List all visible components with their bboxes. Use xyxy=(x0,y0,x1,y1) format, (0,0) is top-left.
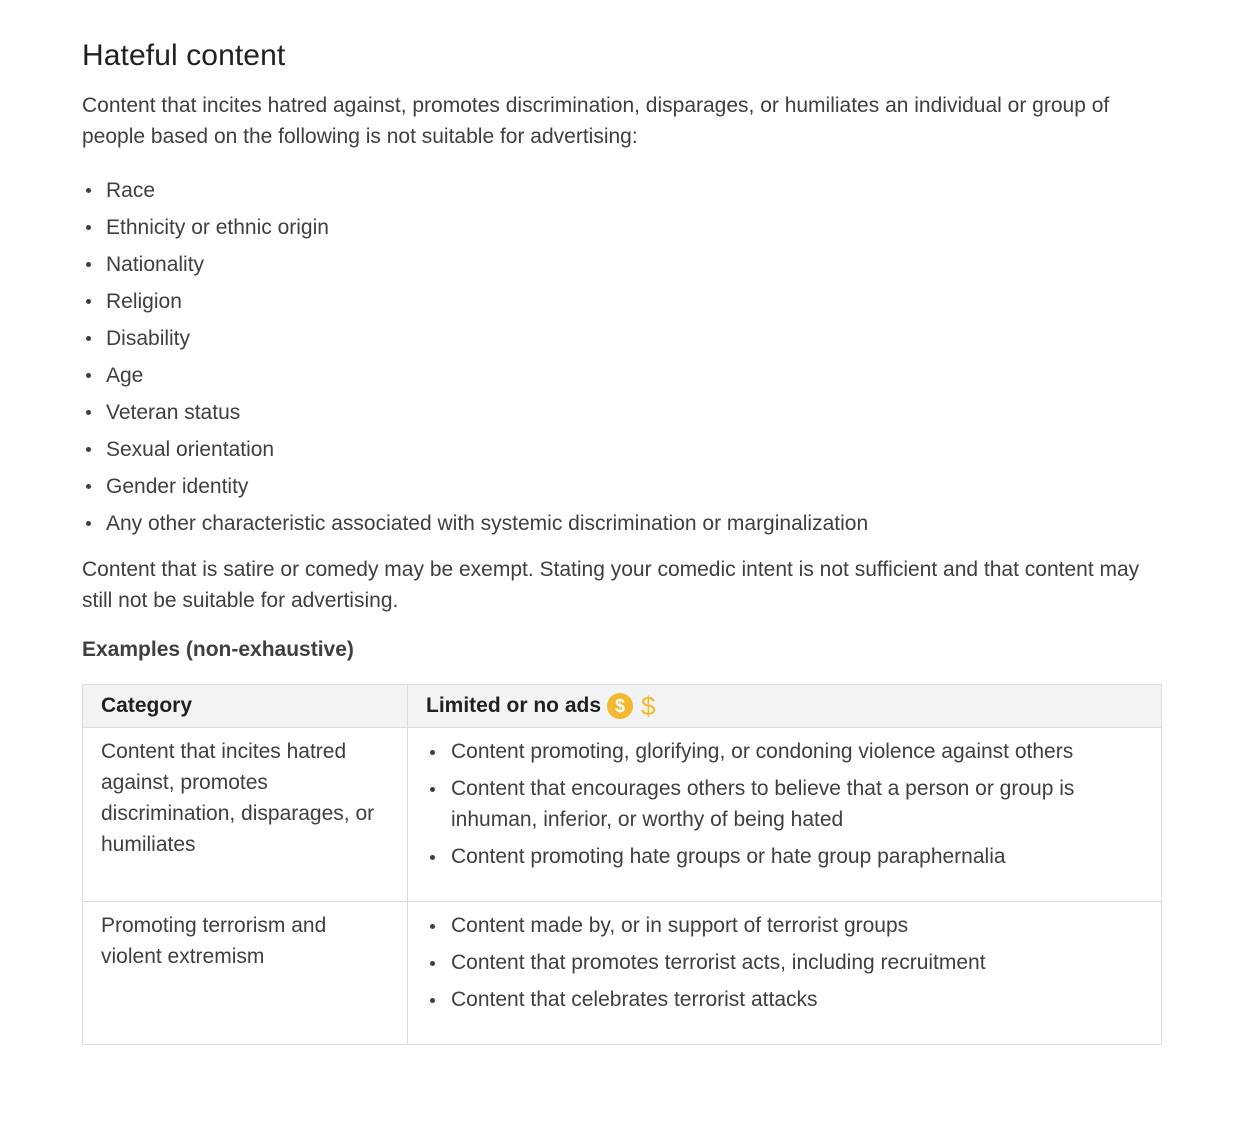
examples-table xyxy=(82,684,1162,1045)
examples-list xyxy=(426,910,1143,1015)
characteristics-list xyxy=(82,172,1162,542)
section-title: Hateful content xyxy=(82,39,286,72)
table-header-row xyxy=(83,685,1162,728)
examples-list xyxy=(426,736,1143,872)
satire-note: Content that is satire or comedy may be exempt. Stating your comedic intent is not sufficient and that content may still not be suitable for advertising. xyxy=(82,558,1140,612)
header-category xyxy=(83,685,408,728)
list-item: Content that promotes terrorist acts, including recruitment xyxy=(426,947,1143,978)
intro-paragraph: Content that incites hatred against, promotes discrimination, disparages, or humiliates an individual or group of people based on the following is not suitable for advertising: xyxy=(82,94,1110,148)
list-item: Content that encourages others to believe that a person or group is inhuman, inferior, or worthy of being hated xyxy=(426,773,1143,835)
examples-cell xyxy=(408,728,1162,902)
list-item: Content made by, or in support of terrorist groups xyxy=(426,910,1143,941)
list-item: Content promoting, glorifying, or condoning violence against others xyxy=(426,736,1143,767)
list-item: Age xyxy=(82,357,1162,394)
policy-section xyxy=(82,36,1162,1045)
list-item: Veteran status xyxy=(82,394,1162,431)
coin-dollar-icon: $ xyxy=(607,693,633,719)
examples-cell xyxy=(408,902,1162,1045)
list-item: Gender identity xyxy=(82,468,1162,505)
header-category-label: Category xyxy=(101,694,193,717)
header-limited-label: Limited or no ads xyxy=(426,694,602,717)
list-item: Content that celebrates terrorist attacks xyxy=(426,984,1143,1015)
table-row xyxy=(83,728,1162,902)
list-item: Ethnicity or ethnic origin xyxy=(82,209,1162,246)
list-item: Disability xyxy=(82,320,1162,357)
category-cell: Content that incites hatred against, promotes discrimination, disparages, or humiliates xyxy=(83,728,408,902)
category-cell: Promoting terrorism and violent extremism xyxy=(83,902,408,1045)
list-item: Content promoting hate groups or hate group paraphernalia xyxy=(426,841,1143,872)
list-item: Race xyxy=(82,172,1162,209)
table-row xyxy=(83,902,1162,1045)
list-item: Religion xyxy=(82,283,1162,320)
list-item: Sexual orientation xyxy=(82,431,1162,468)
examples-heading: Examples (non-exhaustive) xyxy=(82,638,354,661)
header-limited xyxy=(408,685,1162,728)
list-item: Nationality xyxy=(82,246,1162,283)
dollar-icon: $ xyxy=(641,691,656,722)
list-item: Any other characteristic associated with systemic discrimination or marginalization xyxy=(82,505,1162,542)
